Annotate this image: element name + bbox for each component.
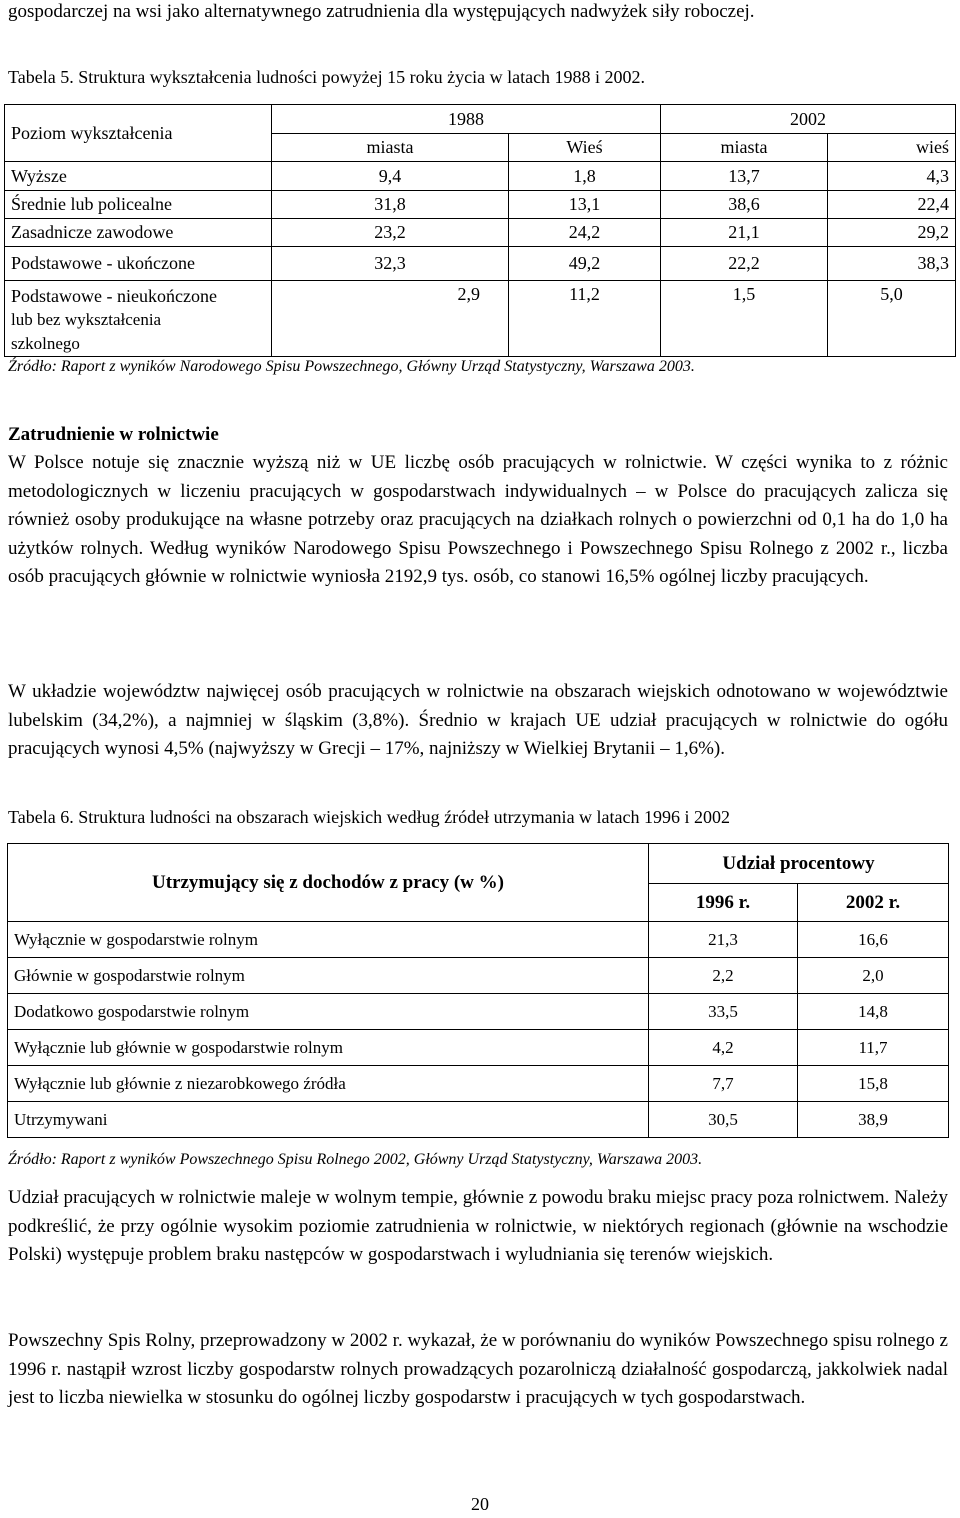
table5-cell: 4,3 [828,162,956,191]
table6-year-2002: 2002 r. [798,884,949,922]
table-row [8,1102,949,1138]
table6-cell: 21,3 [649,922,798,958]
table6-row-label: Utrzymywani [8,1102,649,1138]
table6-row-label: Wyłącznie lub głównie z niezarobkowego źródła [8,1066,649,1102]
table-row [8,1066,949,1102]
paragraph-voivodeships: W układzie województw najwięcej osób pracujących w rolnictwie na obszarach wiejskich odnotowano w województwie lubelskim (34,2%), a najmniej w śląskim (3,8%). Średnio w krajach UE udział pracujących w rolnictwie do ogółu pracujących wynosi 4,5% (najwyższy w Grecji – 17%, najniższy w Wielkiej Brytanii – 1,6%). [8,681,948,759]
table5-education-structure [4,104,956,357]
table5-subheader: wieś [828,134,956,162]
table6-row-label: Wyłącznie lub głównie w gospodarstwie rolnym [8,1030,649,1066]
table5-cell: 38,6 [661,191,828,219]
section-heading: Zatrudnienie w rolnictwie [8,424,219,445]
table5-cell: 1,5 [661,281,828,357]
table5-subheader: miasta [661,134,828,162]
table5-source: Źródło: Raport z wyników Narodowego Spisu Powszechnego, Główny Urząd Statystyczny, Warszawa 2003. [8,358,695,375]
table6-caption: Tabela 6. Struktura ludności na obszarach wiejskich według źródeł utrzymania w latach 1996 i 2002 [8,807,731,827]
table6-cell: 14,8 [798,994,949,1030]
table5-subheader: miasta [272,134,509,162]
table6-cell: 4,2 [649,1030,798,1066]
table6-cell: 16,6 [798,922,949,958]
table5-level-header: Poziom wykształcenia [5,105,272,162]
table-row [5,281,956,357]
table-row [8,1030,949,1066]
table6-cell: 15,8 [798,1066,949,1102]
paragraph-agriculture-employment: W Polsce notuje się znacznie wyższą niż w UE liczbę osób pracujących w rolnictwie. W części wynika to z różnic metodologicznych w liczeniu pracujących w gospodarstwach indywidualnych – w Polsce do pracujących zalicza się również osoby produkujące na własne potrzeby oraz pracujących na działkach rolnych o powierzchni od 0,1 ha do 1,0 ha użytków rolnych. Według wyników Narodowego Spisu Powszechnego i Powszechnego Spisu Rolnego z 2002 r., liczba osób pracujących głównie w rolnictwie wyniosła 2192,9 tys. osób, co stanowi 16,5% ogólnej liczby pracujących. [8,452,948,587]
table5-cell: 1,8 [509,162,661,191]
table6-row-label: Głównie w gospodarstwie rolnym [8,958,649,994]
table6-year-1996: 1996 r. [649,884,798,922]
table5-row-label-line: szkolnego [11,334,80,353]
table5-caption: Tabela 5. Struktura wykształcenia ludności powyżej 15 roku życia w latach 1988 i 2002. [8,67,646,87]
table-row [5,219,956,247]
table5-cell: 22,4 [828,191,956,219]
table6-row-label: Dodatkowo gospodarstwie rolnym [8,994,649,1030]
table5-cell: 9,4 [272,162,509,191]
table6-cell: 30,5 [649,1102,798,1138]
table6-header-row [8,844,949,884]
table5-cell: 11,2 [509,281,661,357]
table5-cell: 38,3 [828,247,956,281]
table-row [8,922,949,958]
page-number: 20 [471,1494,489,1514]
table5-year-1988: 1988 [272,105,661,134]
table6-cell: 2,2 [649,958,798,994]
table5-cell: 5,0 [828,281,956,357]
table5-cell: 23,2 [272,219,509,247]
paragraph-declining-share: Udział pracujących w rolnictwie maleje w wolnym tempie, głównie z powodu braku miejsc pracy poza rolnictwem. Należy podkreślić, że przy ogólnie wysokim poziomie zatrudnienia w rolnictwie, w niektórych regionach (głównie na wschodzie Polski) występuje problem braku następców w gospodarstwach i wyludniania się terenów wiejskich. [8,1187,948,1265]
table-row [5,247,956,281]
table-row [5,191,956,219]
table-row [8,958,949,994]
table5-row-label: Zasadnicze zawodowe [5,219,272,247]
table6-row-label: Wyłącznie w gospodarstwie rolnym [8,922,649,958]
table5-cell: 24,2 [509,219,661,247]
table5-cell: 21,1 [661,219,828,247]
table5-subheader: Wieś [509,134,661,162]
table5-cell: 49,2 [509,247,661,281]
table5-year-2002: 2002 [661,105,956,134]
paragraph-agricultural-census: Powszechny Spis Rolny, przeprowadzony w 2002 r. wykazał, że w porównaniu do wyników Powszechnego spisu rolnego z 1996 r. nastąpił wzrost liczby gospodarstw rolnych prowadzących pozarolniczą działalność gospodarczą, jakkolwiek nadal jest to liczba niewielka w stosunku do ogólnej liczby gospodarstw i pracujących w tych gospodarstwach. [8,1330,948,1408]
table6-cell: 38,9 [798,1102,949,1138]
table5-cell: 31,8 [272,191,509,219]
intro-paragraph: gospodarczej na wsi jako alternatywnego zatrudnienia dla występujących nadwyżek siły roboczej. [8,1,755,22]
table6-income-sources [7,843,949,1138]
table6-share-header: Udział procentowy [649,844,949,884]
table5-cell: 32,3 [272,247,509,281]
table5-cell: 13,7 [661,162,828,191]
table-row [8,994,949,1030]
table5-row-label: Podstawowe - ukończone [5,247,272,281]
table6-main-header: Utrzymujący się z dochodów z pracy (w %) [8,844,649,922]
table5-cell: 22,2 [661,247,828,281]
table5-header-row [5,105,956,134]
table-row [5,162,956,191]
table6-source: Źródło: Raport z wyników Powszechnego Spisu Rolnego 2002, Główny Urząd Statystyczny, Warszawa 2003. [8,1151,703,1168]
table5-row-label-line: Podstawowe - nieukończone [11,286,217,306]
table5-row-label: Średnie lub policealne [5,191,272,219]
table6-cell: 11,7 [798,1030,949,1066]
table5-cell: 2,9 [272,281,509,357]
table5-row-label: Wyższe [5,162,272,191]
table5-cell: 13,1 [509,191,661,219]
table5-row-label-multiline [5,281,272,357]
table6-cell: 33,5 [649,994,798,1030]
table6-cell: 2,0 [798,958,949,994]
table6-cell: 7,7 [649,1066,798,1102]
table5-row-label-line: lub bez wykształcenia [11,310,162,329]
table5-cell: 29,2 [828,219,956,247]
